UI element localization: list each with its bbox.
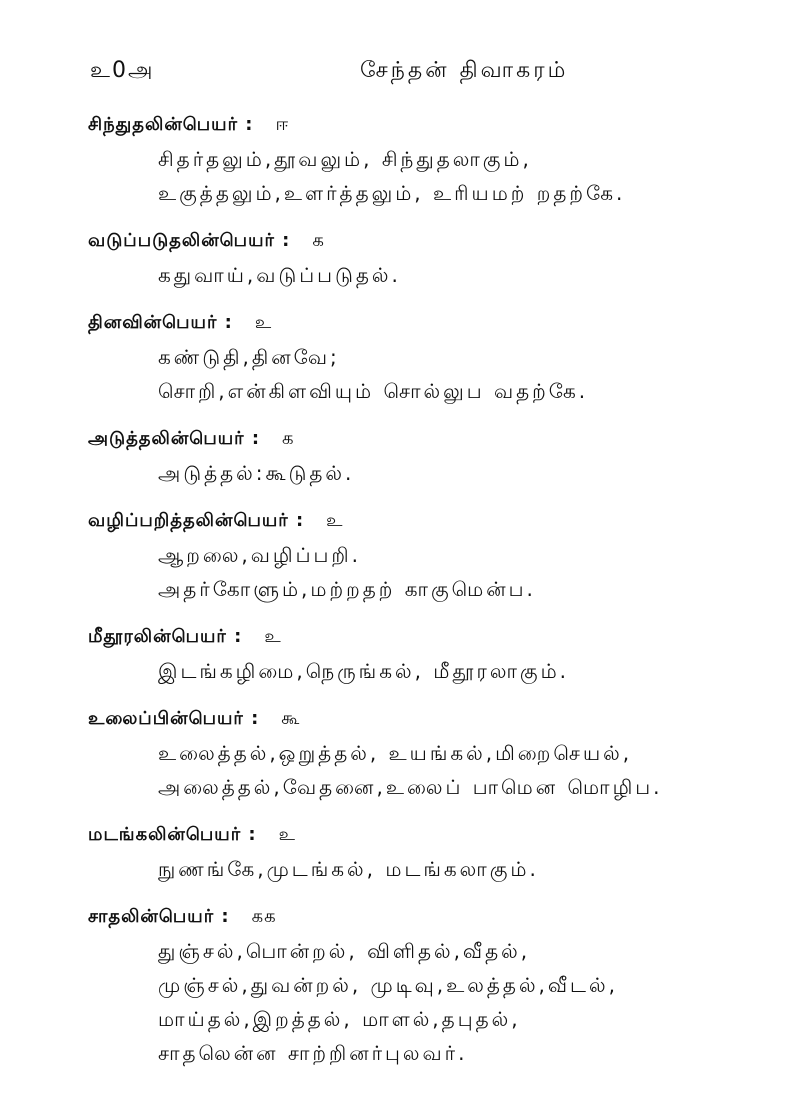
entry-count: உ bbox=[254, 312, 273, 333]
synonym-entry bbox=[0, 818, 800, 886]
entry-heading: தினவின்பெயர் : bbox=[88, 312, 233, 333]
entry-heading-row bbox=[88, 818, 800, 852]
entry-heading: மீதூரலின்பெயர் : bbox=[88, 626, 243, 647]
entry-heading: சாதலின்பெயர் : bbox=[88, 906, 230, 927]
verse-line: அதர்கோளும்,மற்றதற் காகுமென்ப. bbox=[158, 577, 536, 601]
entry-heading: வழிப்பறித்தலின்பெயர் : bbox=[88, 510, 305, 531]
entry-heading-row bbox=[88, 108, 800, 142]
synonym-entry bbox=[0, 108, 800, 210]
verse-line: ஆறலை,வழிப்பறி. bbox=[158, 543, 361, 567]
entry-heading-row bbox=[88, 306, 800, 340]
entry-count: கூ bbox=[281, 708, 301, 729]
synonym-entry bbox=[0, 702, 800, 804]
verse-line: கண்டுதி,தினவே; bbox=[158, 345, 340, 369]
verse-line: சாதலென்ன சாற்றினர்புலவர். bbox=[158, 1041, 468, 1065]
entry-heading: சிந்துதலின்பெயர் : bbox=[88, 114, 254, 135]
synonym-entry bbox=[0, 422, 800, 490]
entry-heading-row bbox=[88, 620, 800, 654]
entry-count: உ bbox=[326, 510, 344, 531]
verse-line: முஞ்சல்,துவன்றல், முடிவு,உலத்தல்,வீடல், bbox=[158, 973, 618, 997]
synonym-entry bbox=[0, 620, 800, 688]
verse-line: துஞ்சல்,பொன்றல், விளிதல்,வீதல், bbox=[158, 939, 531, 963]
verse-line: சொறி,என்கிளவியும் சொல்லுப வதற்கே. bbox=[158, 379, 589, 403]
entry-heading: உலைப்பின்பெயர் : bbox=[88, 708, 260, 729]
entry-count: க bbox=[282, 428, 295, 449]
entry-count: உ bbox=[264, 626, 282, 647]
synonym-entry bbox=[0, 306, 800, 408]
verse-line: அடுத்தல்:கூடுதல். bbox=[158, 461, 355, 485]
entry-heading: மடங்கலின்பெயர் : bbox=[88, 824, 257, 845]
synonym-entry bbox=[0, 224, 800, 292]
entry-heading: வடுப்படுதலின்பெயர் : bbox=[88, 230, 291, 251]
verse-line: உலைத்தல்,ஒறுத்தல், உயங்கல்,மிறைசெயல், bbox=[158, 741, 633, 765]
verse-line: சிதர்தலும்,தூவலும், சிந்துதலாகும், bbox=[158, 147, 532, 171]
verse-line: நுணங்கே,முடங்கல், மடங்கலாகும். bbox=[158, 857, 539, 881]
synonym-entry bbox=[0, 504, 800, 606]
verse-line: மாய்தல்,இறத்தல், மாளல்,தபுதல், bbox=[158, 1007, 521, 1031]
synonym-entry bbox=[0, 900, 800, 1070]
verse-line: கதுவாய்,வடுப்படுதல். bbox=[158, 263, 401, 287]
page-number: உ0அ bbox=[90, 58, 155, 83]
entry-heading-row bbox=[88, 224, 800, 258]
entry-heading-row bbox=[88, 422, 800, 456]
verse-line: இடங்கழிமை,நெருங்கல், மீதூரலாகும். bbox=[158, 659, 570, 683]
entry-heading: அடுத்தலின்பெயர் : bbox=[88, 428, 261, 449]
verse-line: உகுத்தலும்,உளர்த்தலும், உரியமற் றதற்கே. bbox=[158, 181, 626, 205]
entry-count: உ bbox=[278, 824, 296, 845]
entry-count: க bbox=[312, 230, 325, 251]
entry-count: ஈ bbox=[275, 114, 290, 135]
verse-line: அலைத்தல்,வேதனை,உலைப் பாமென மொழிப. bbox=[158, 775, 663, 799]
entry-count: கக bbox=[251, 906, 277, 927]
entry-heading-row bbox=[88, 702, 800, 736]
page-header bbox=[0, 58, 800, 94]
book-title: சேந்தன் திவாகரம் bbox=[360, 58, 569, 83]
entry-list bbox=[0, 108, 800, 1084]
entry-heading-row bbox=[88, 504, 800, 538]
entry-heading-row bbox=[88, 900, 800, 934]
